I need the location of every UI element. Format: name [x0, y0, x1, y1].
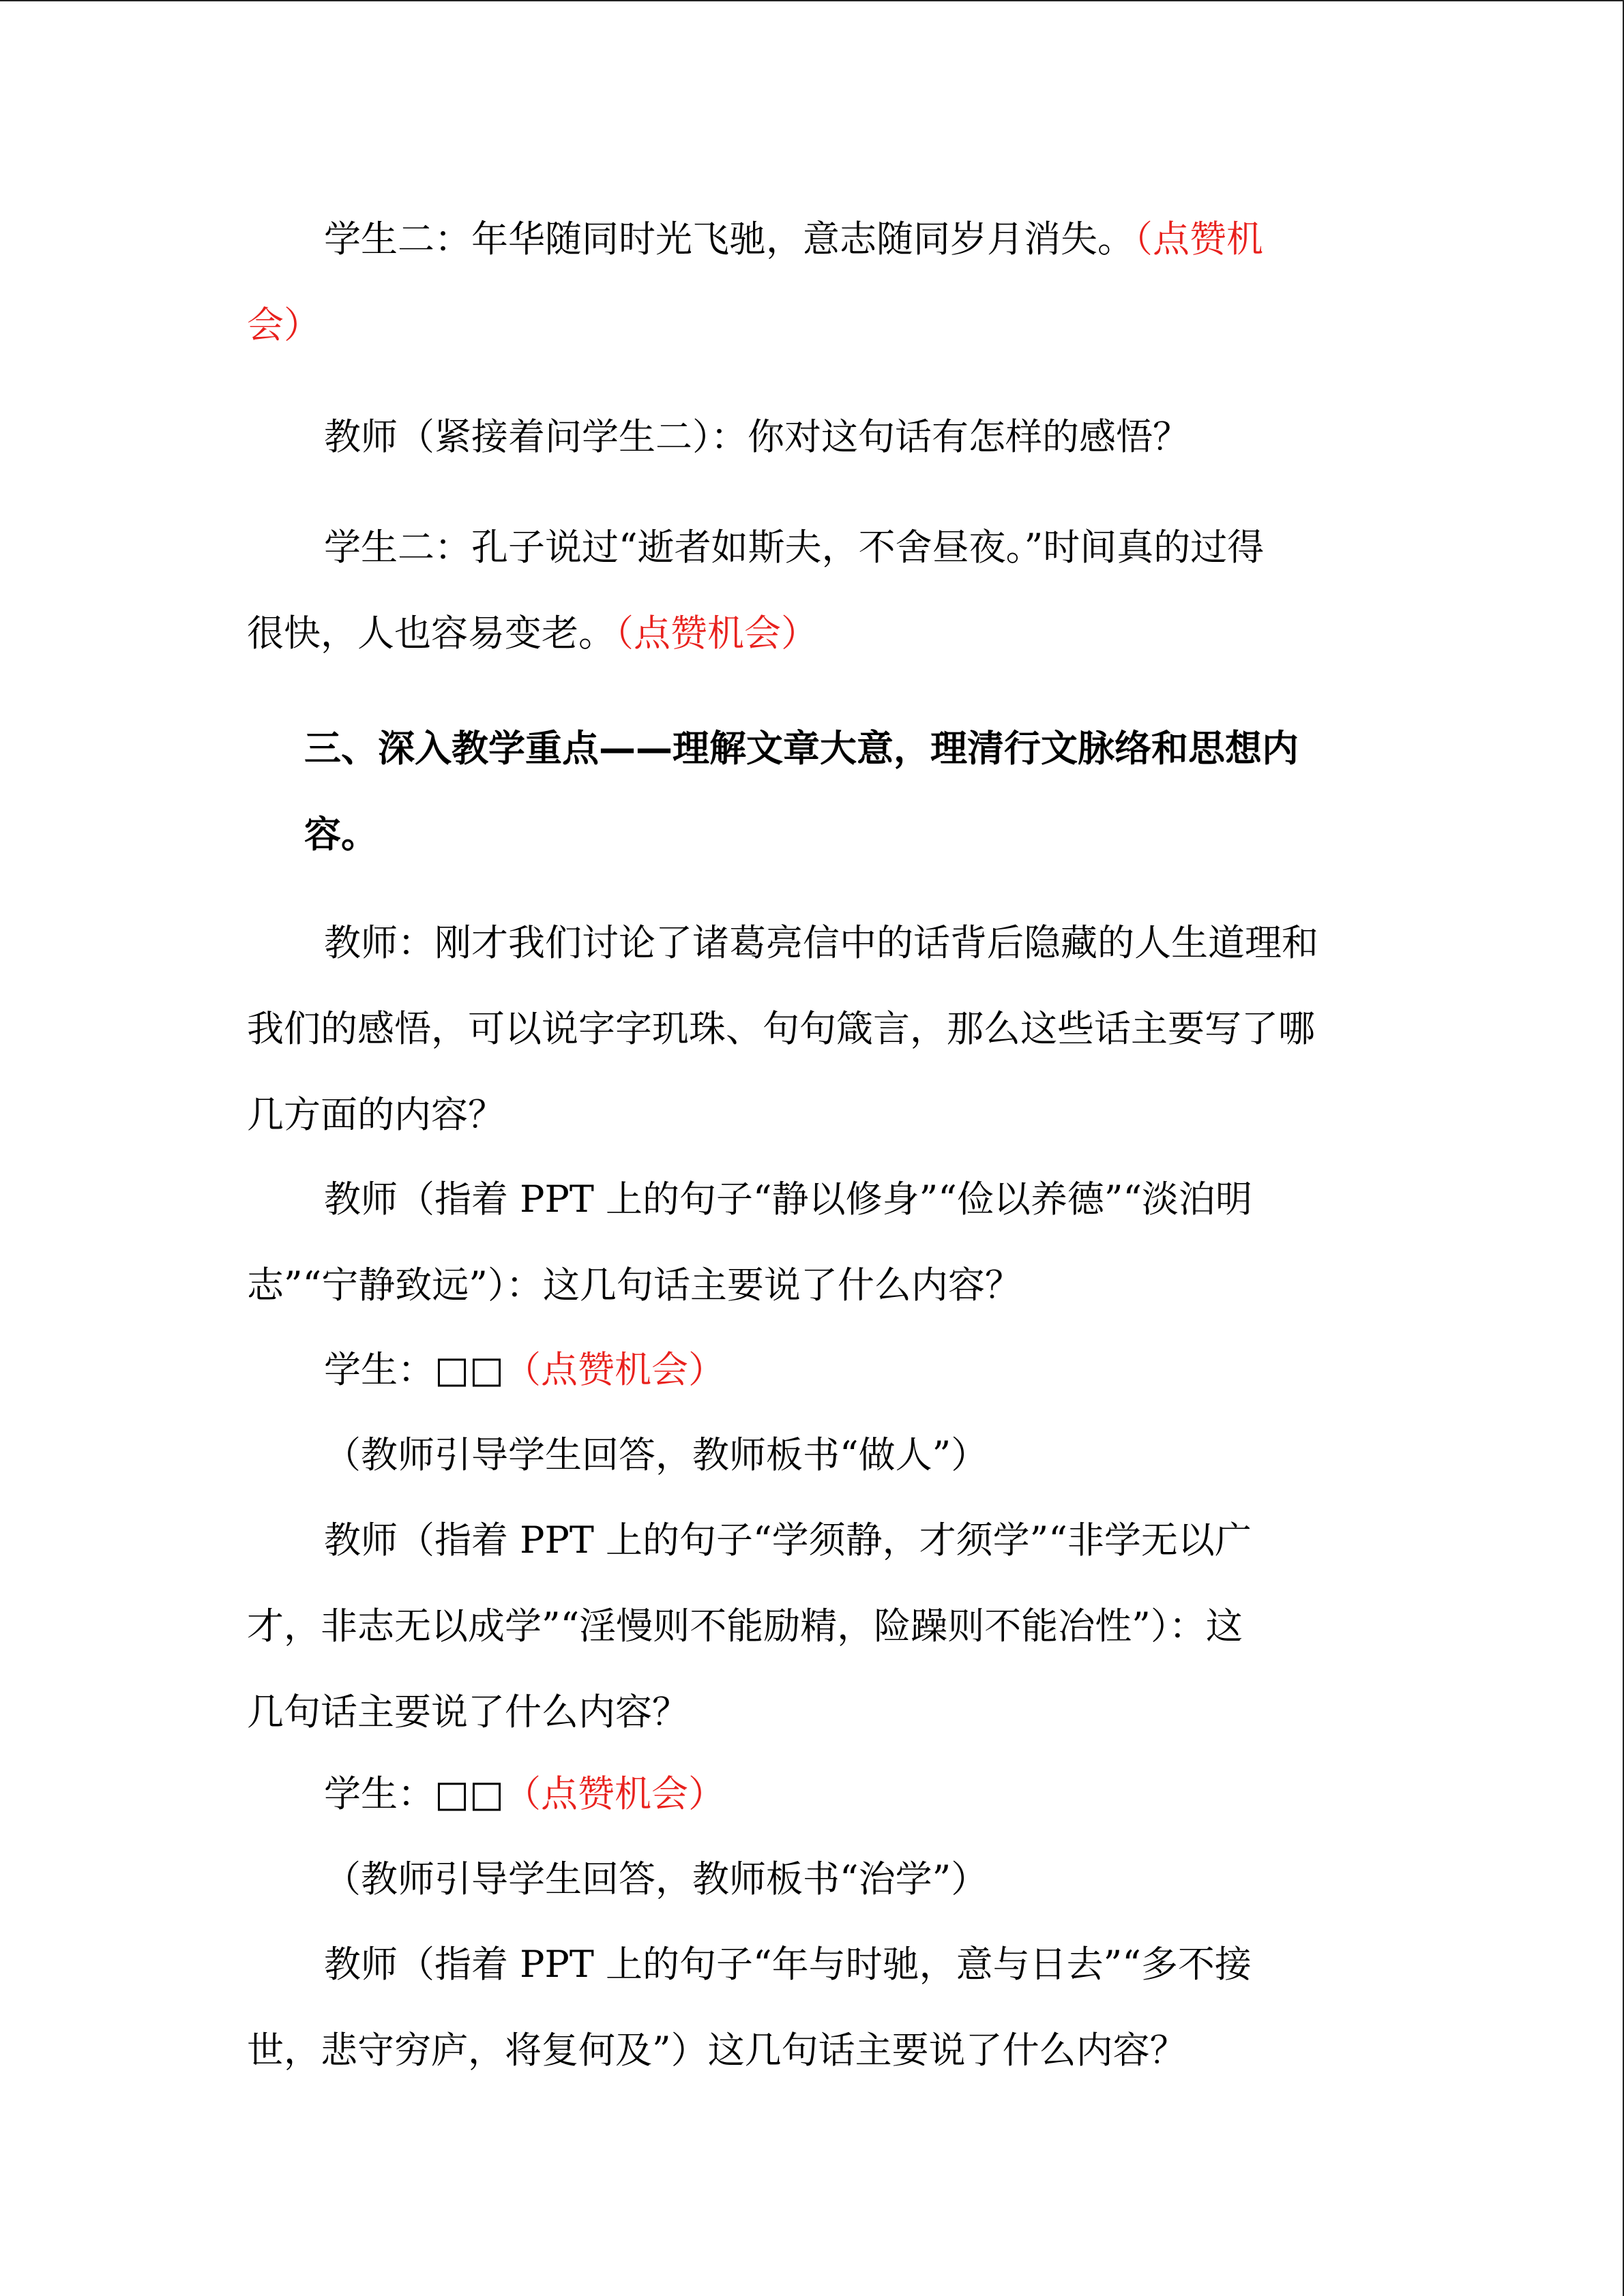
text-line: 教师（指着 PPT 上的句子“年与时驰，意与日去”“多不接: [324, 1943, 1252, 1986]
paragraph-student-answer-2: [247, 1751, 1365, 1837]
text-line: 才，非志无以成学”“淫慢则不能励精，险躁则不能冶性”）：这: [247, 1605, 1243, 1648]
text-line: （教师引导学生回答，教师板书“做人”）: [324, 1433, 988, 1476]
paragraph-board-note-1: [247, 1412, 1365, 1498]
paragraph-student-two-answer: [247, 196, 1365, 368]
text-line: 学生二：年华随同时光飞驰，意志随同岁月消失。（点赞机: [324, 218, 1263, 260]
praise-opportunity: （点赞机会）: [504, 1772, 726, 1815]
paragraph-teacher-follow-up: [247, 394, 1365, 480]
paragraph-teacher-ppt-2: [247, 1497, 1365, 1755]
praise-opportunity: （点赞机: [1134, 218, 1263, 260]
text-line: （教师引导学生回答，教师板书“治学”）: [324, 1858, 988, 1900]
paragraph-board-note-2: [247, 1836, 1365, 1922]
praise-opportunity: （点赞机会）: [504, 1348, 726, 1391]
text-line: [247, 282, 1365, 368]
praise-opportunity: 会）: [247, 303, 321, 346]
text-line: 教师（指着 PPT 上的句子“静以修身”“俭以养德”“淡泊明: [324, 1178, 1253, 1221]
section-heading: [247, 706, 1365, 878]
paragraph-student-two-reflection: [247, 505, 1365, 676]
text-line: 很快，人也容易变老。（点赞机会）: [247, 612, 818, 655]
text-line: 学生二：孔子说过“逝者如斯夫，不舍昼夜。”时间真的过得: [324, 526, 1265, 569]
text-line: 志”“宁静致远”）：这几句话主要说了什么内容？: [247, 1264, 1022, 1307]
heading-line: 三、深入教学重点——理解文章大意，理清行文脉络和思想内: [304, 727, 1299, 770]
paragraph-teacher-ppt-3: [247, 1922, 1365, 2093]
text-line: 我们的感悟，可以说字字玑珠、句句箴言，那么这些话主要写了哪: [247, 1007, 1315, 1050]
heading-line: 容。: [304, 813, 378, 856]
paragraph-student-answer-1: [247, 1327, 1365, 1413]
paragraph-teacher-ppt-1: [247, 1157, 1365, 1328]
text-line: 几方面的内容？: [247, 1093, 505, 1136]
text-line: 教师（指着 PPT 上的句子“学须静，才须学”“非学无以广: [324, 1519, 1252, 1562]
text-line: 教师（紧接着问学生二）：你对这句话有怎样的感悟？: [324, 415, 1190, 458]
text-line: 几句话主要说了什么内容？: [247, 1690, 689, 1733]
text-line: 学生：□□（点赞机会）: [324, 1348, 726, 1391]
text-line: 教师：刚才我们讨论了诸葛亮信中的话背后隐藏的人生道理和: [324, 921, 1318, 964]
paragraph-teacher-question: [247, 900, 1365, 1158]
page-border-top: [0, 0, 1624, 1]
text-line: 学生：□□（点赞机会）: [324, 1772, 726, 1815]
text-line: 世，悲守穷庐，将复何及”）这几句话主要说了什么内容？: [247, 2029, 1187, 2072]
praise-opportunity: （点赞机会）: [615, 612, 818, 655]
